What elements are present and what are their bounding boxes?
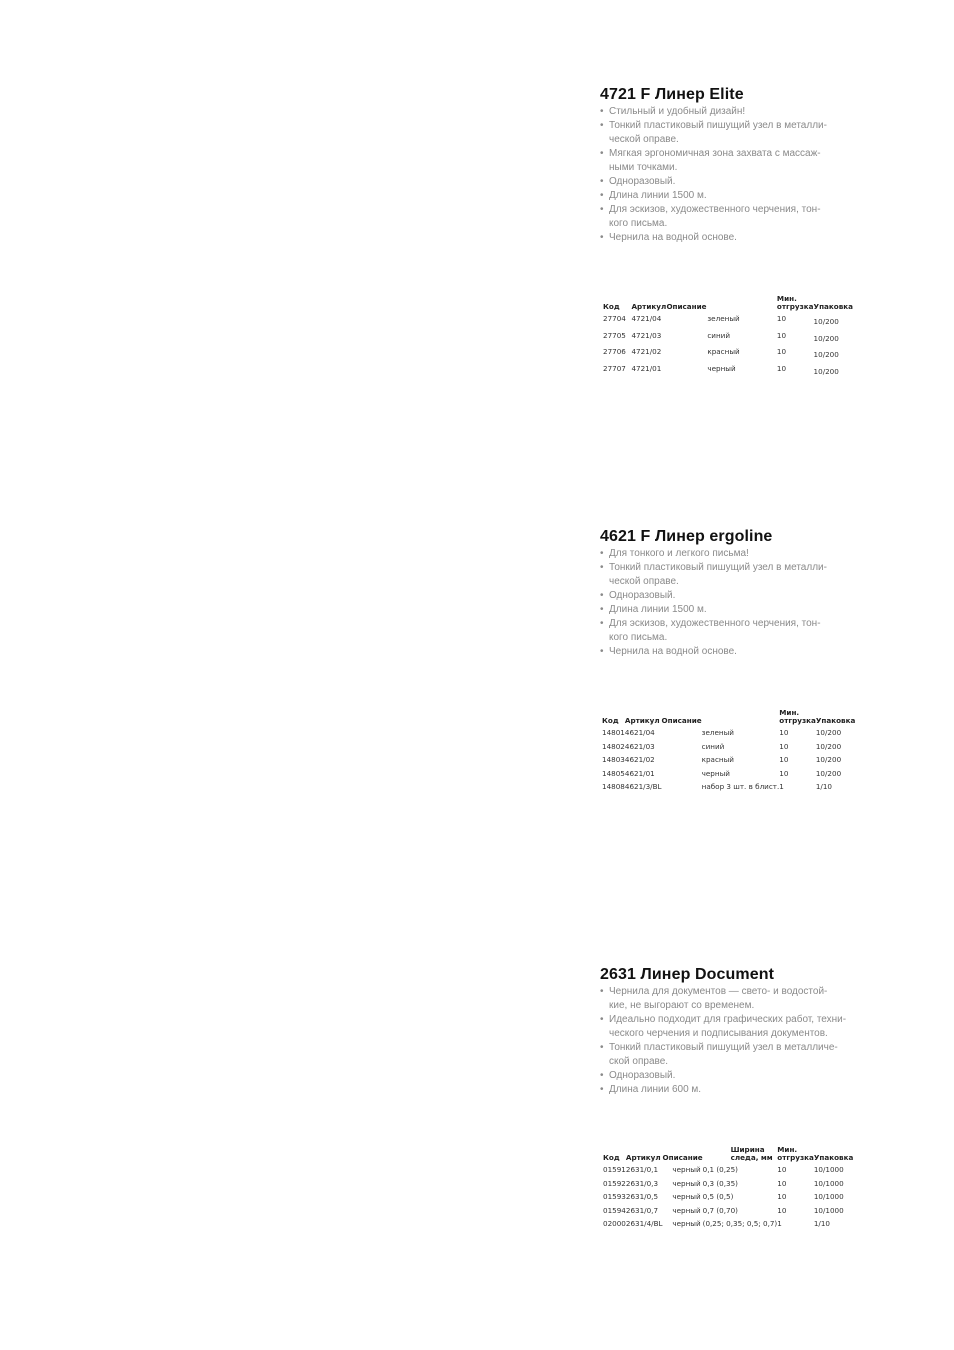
feature-item: • Для эскизов, художественного черчения, тон- кого письма. <box>600 617 870 645</box>
feature-item: • Для тонкого и легкого письма! <box>600 547 870 561</box>
cell-line-width: 0,1 (0,25) <box>702 1165 738 1174</box>
cell-code: 14805 <box>602 768 625 778</box>
cell-min: 10 <box>779 728 789 737</box>
cell-package: 10/1000 <box>813 1192 844 1202</box>
cell-article: 2631/0,7 <box>625 1205 659 1215</box>
cell-package: 10/200 <box>813 333 839 343</box>
cell-code: 14803 <box>602 755 625 765</box>
feature-list <box>600 547 870 659</box>
cell-description: черный <box>672 1205 701 1215</box>
cell-code: 27707 <box>603 363 626 373</box>
spec-table-4721 <box>603 295 853 380</box>
cell-line-width: 0,7 (0,70) <box>702 1205 738 1215</box>
cell-line-width: 0,5 (0,5) <box>702 1192 734 1202</box>
cell-min: 10 <box>776 363 787 373</box>
cell-description <box>662 728 702 742</box>
cell-code: 01592 <box>603 1178 626 1188</box>
cell-code: 02000 <box>603 1219 626 1229</box>
col-code: Код <box>602 716 619 725</box>
cell-article: 4721/01 <box>631 363 662 373</box>
cell-code: 14802 <box>602 741 625 751</box>
cell-min: 10 <box>779 768 789 778</box>
feature-item: • Идеально подходит для графических работ, техни- ческого черчения и подписывания документов. <box>600 1013 870 1041</box>
cell-code: 27705 <box>603 330 626 340</box>
product-4621 <box>600 527 870 659</box>
cell-min: 10 <box>779 741 789 751</box>
cell-min: 10 <box>777 1205 787 1215</box>
col-code: Код <box>603 1153 620 1162</box>
cell-color: черный <box>701 768 730 778</box>
cell-article: 4721/04 <box>631 314 662 323</box>
cell-article: 4621/01 <box>624 768 655 778</box>
feature-item: • Тонкий пластиковый пишущий узел в металли- ческой оправе. <box>600 119 870 147</box>
cell-code: 27706 <box>603 347 626 357</box>
cell-description <box>666 364 707 381</box>
cell-color: зеленый <box>701 728 734 737</box>
table-row <box>603 347 853 364</box>
col-description: Описание <box>666 302 707 311</box>
cell-description: черный <box>672 1178 701 1188</box>
cell-code: 01593 <box>603 1192 626 1202</box>
cell-code: 14808 <box>602 782 625 792</box>
cell-min: 10 <box>777 1165 787 1174</box>
cell-article: 4621/04 <box>624 728 655 737</box>
cell-description <box>666 331 707 348</box>
table-row <box>603 1165 853 1179</box>
col-package: Упаковка <box>815 716 856 725</box>
cell-code: 27704 <box>603 314 626 323</box>
table-row <box>603 331 853 348</box>
cell-color: красный <box>701 755 734 765</box>
cell-package: 1/10 <box>813 1219 830 1229</box>
cell-package: 10/1000 <box>813 1178 844 1188</box>
table-row <box>603 364 853 381</box>
product-title: 4721 F Линер Elite <box>600 86 744 103</box>
feature-item: • Стильный и удобный дизайн! <box>600 105 870 119</box>
table-row <box>602 769 855 783</box>
cell-article: 4621/3/BL <box>624 782 662 792</box>
cell-min: 10 <box>779 755 789 765</box>
feature-item: • Одноразовый. <box>600 589 870 603</box>
col-package: Упаковка <box>813 302 853 311</box>
cell-line-width: 0,3 (0,35) <box>702 1178 738 1188</box>
feature-item: • Тонкий пластиковый пишущий узел в металли- ческой оправе. <box>600 561 870 589</box>
cell-code: 01591 <box>603 1165 626 1174</box>
col-color <box>702 709 780 728</box>
col-code: Код <box>603 302 620 311</box>
feature-list <box>600 105 870 245</box>
cell-description <box>662 742 702 756</box>
col-line-width: Ширина следа, мм <box>730 1145 773 1162</box>
cell-article: 2631/0,3 <box>625 1178 659 1188</box>
cell-code: 14801 <box>602 728 625 737</box>
cell-color: красный <box>707 347 740 357</box>
table-row <box>603 1192 853 1206</box>
table-row <box>603 1179 853 1193</box>
cell-min: 10 <box>776 314 787 323</box>
cell-package: 10/200 <box>815 755 842 765</box>
cell-package: 10/200 <box>815 768 842 778</box>
cell-min: 1 <box>777 1219 782 1229</box>
table-row <box>602 728 855 742</box>
table-row <box>603 1219 853 1233</box>
cell-min: 10 <box>776 330 787 340</box>
col-description: Описание <box>661 716 702 725</box>
cell-min: 10 <box>777 1192 787 1202</box>
col-article: Артикул <box>625 1153 661 1162</box>
cell-article: 2631/0,1 <box>625 1165 659 1174</box>
cell-article: 4621/03 <box>624 741 655 751</box>
col-article: Артикул <box>624 716 660 725</box>
col-min-shipment: Мин. отгрузка <box>777 1145 814 1162</box>
cell-min: 10 <box>776 347 787 357</box>
cell-description <box>662 782 702 796</box>
feature-item: • Чернила для документов — свето- и водостой- кие, не выгорают со временем. <box>600 985 870 1013</box>
cell-description: черный <box>672 1219 701 1229</box>
cell-article: 4721/03 <box>631 330 662 340</box>
feature-item: • Мягкая эргономичная зона захвата с массаж- ными точками. <box>600 147 870 175</box>
feature-item: • Чернила на водной основе. <box>600 645 870 659</box>
cell-article: 4621/02 <box>624 755 655 765</box>
cell-description: черный <box>672 1165 701 1174</box>
table-row <box>602 782 855 796</box>
feature-list <box>600 985 870 1097</box>
cell-description: черный <box>672 1192 701 1202</box>
cell-description <box>662 755 702 769</box>
cell-description <box>666 347 707 364</box>
spec-table-2631 <box>603 1146 853 1233</box>
cell-description <box>666 314 707 331</box>
table-row <box>603 314 853 331</box>
col-article: Артикул <box>631 302 667 311</box>
cell-min: 1 <box>779 782 784 792</box>
col-color <box>707 295 777 314</box>
cell-package: 10/1000 <box>813 1165 844 1174</box>
product-4721 <box>600 85 870 245</box>
table-header-row <box>603 295 853 314</box>
feature-item: • Длина линии 1500 м. <box>600 189 870 203</box>
table-row <box>603 1206 853 1220</box>
product-title: 4621 F Линер ergoline <box>600 528 773 545</box>
cell-color: черный <box>707 363 736 373</box>
product-2631 <box>600 965 870 1097</box>
cell-description <box>662 769 702 783</box>
product-title: 2631 Линер Document <box>600 966 775 983</box>
cell-color: набор 3 шт. в блист. <box>701 782 780 792</box>
cell-color: зеленый <box>707 314 740 323</box>
spec-table-4621 <box>602 709 855 796</box>
cell-article: 4721/02 <box>631 347 662 357</box>
cell-package: 10/200 <box>815 728 842 737</box>
feature-item: • Длина линии 600 м. <box>600 1083 870 1097</box>
feature-item: • Для эскизов, художественного черчения, тон- кого письма. <box>600 203 870 231</box>
table-header-row <box>602 709 855 728</box>
feature-item: • Тонкий пластиковый пишущий узел в металличе- ской оправе. <box>600 1041 870 1069</box>
cell-package: 10/200 <box>813 366 839 376</box>
feature-item: • Одноразовый. <box>600 1069 870 1083</box>
col-min-shipment: Мин. отгрузка <box>779 708 816 725</box>
cell-package: 10/1000 <box>813 1205 844 1215</box>
feature-item: • Чернила на водной основе. <box>600 231 870 245</box>
cell-code: 01594 <box>603 1205 626 1215</box>
cell-color: синий <box>701 741 725 751</box>
cell-package: 1/10 <box>815 782 832 792</box>
cell-article: 2631/0,5 <box>625 1192 659 1202</box>
table-row <box>602 742 855 756</box>
col-package: Упаковка <box>813 1153 854 1162</box>
feature-item: • Одноразовый. <box>600 175 870 189</box>
table-row <box>602 755 855 769</box>
cell-package: 10/200 <box>813 350 839 360</box>
cell-line-width: (0,25; 0,35; 0,5; 0,7) <box>702 1219 778 1229</box>
cell-min: 10 <box>777 1178 787 1188</box>
cell-article: 2631/4/BL <box>625 1219 663 1229</box>
table-header-row <box>603 1146 853 1165</box>
col-min-shipment: Мин. отгрузка <box>776 294 814 311</box>
feature-item: • Длина линии 1500 м. <box>600 603 870 617</box>
cell-color: синий <box>707 330 731 340</box>
cell-package: 10/200 <box>815 741 842 751</box>
cell-package: 10/200 <box>813 317 839 326</box>
col-description: Описание <box>662 1153 703 1162</box>
